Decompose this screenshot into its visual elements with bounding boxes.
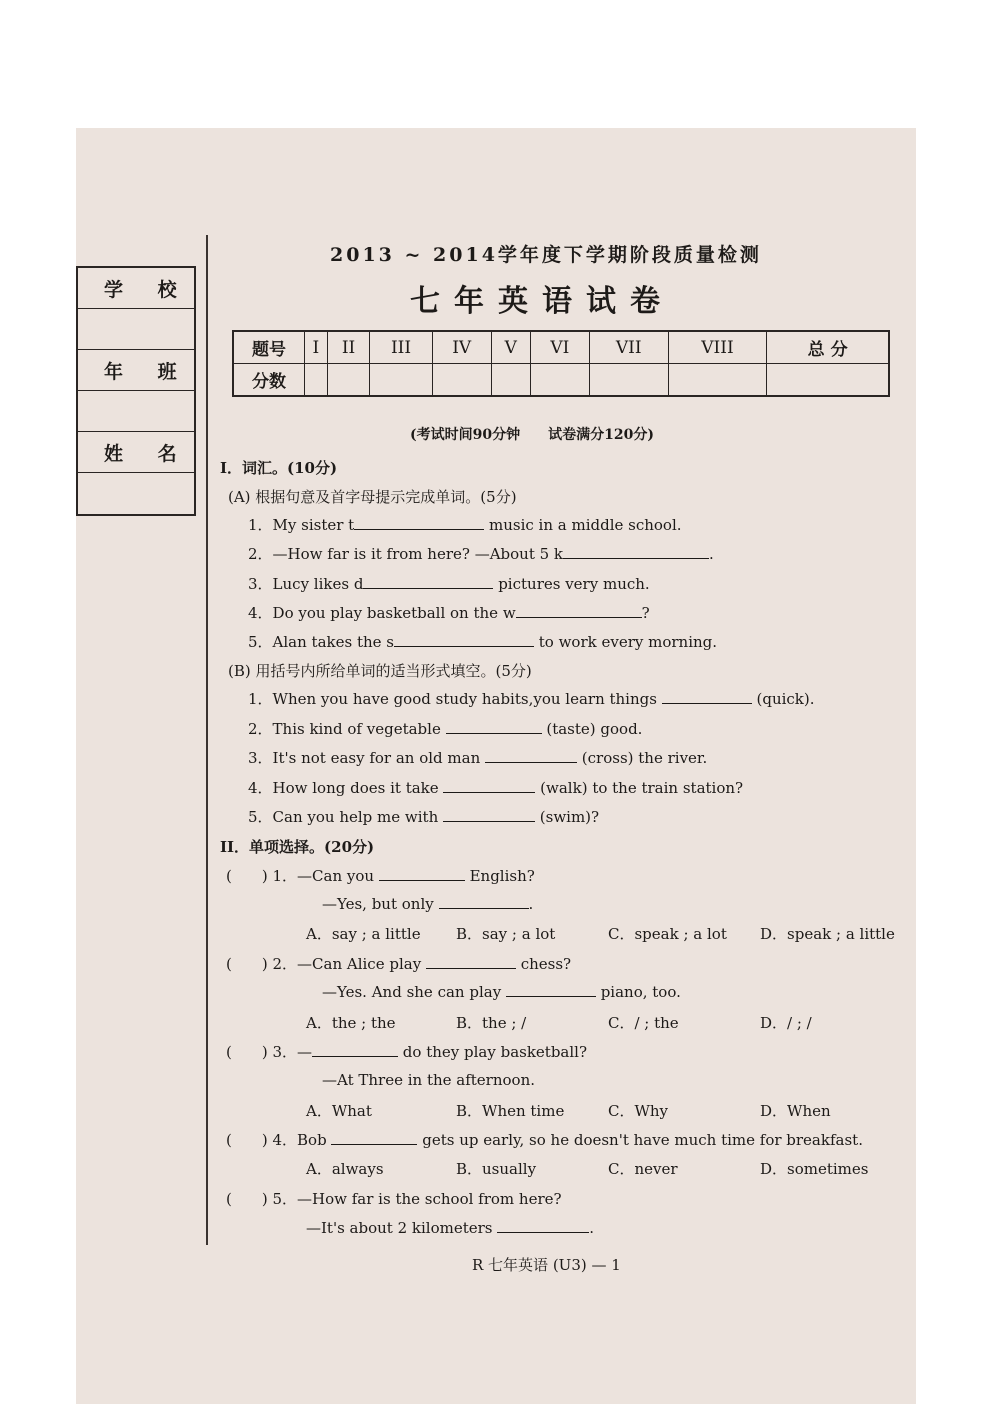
score-table (232, 330, 890, 397)
answer-blank[interactable] (446, 719, 542, 734)
answer-blank[interactable] (331, 1130, 417, 1145)
section-2-title: II．单项选择。(20分) (220, 838, 375, 856)
section-1-title: I．词汇。(10分) (220, 459, 338, 477)
option-d[interactable]: D．/ ; / (760, 1014, 812, 1032)
score-cell (327, 364, 370, 397)
page-footer: R 七年英语 (U3) — 1 (472, 1256, 621, 1274)
answer-blank[interactable] (379, 866, 465, 881)
score-col: I (305, 331, 328, 364)
answer-blank[interactable] (443, 778, 535, 793)
option-a[interactable]: A．always (306, 1160, 384, 1178)
option-a[interactable]: A．the ; the (306, 1014, 396, 1032)
list-item: 4．How long does it take (walk) to the train station? (248, 779, 744, 797)
question-1: ( ) 1．—Can you English? (226, 867, 535, 885)
answer-blank[interactable] (506, 982, 596, 997)
exam-title: 七年英语试卷 (410, 284, 674, 319)
score-col: II (327, 331, 370, 364)
name-label: 姓 名 (78, 432, 194, 473)
answer-blank[interactable] (426, 954, 516, 969)
question-4: ( ) 4．Bob gets up early, so he doesn't have much time for breakfast. (226, 1131, 863, 1149)
question-2: ( ) 2．—Can Alice play chess? (226, 955, 572, 973)
part-a-title: (A) 根据句意及首字母提示完成单词。(5分) (228, 488, 517, 506)
list-item: 5．Alan takes the s to work every morning. (248, 633, 718, 651)
answer-blank[interactable] (485, 748, 577, 763)
option-a[interactable]: A．What (306, 1102, 372, 1120)
list-item: 3．Lucy likes d pictures very much. (248, 575, 650, 593)
question-3: ( ) 3．— do they play basketball? (226, 1043, 588, 1061)
question-3-line2: —At Three in the afternoon. (322, 1071, 536, 1089)
class-field (78, 391, 194, 432)
list-item: 5．Can you help me with (swim)? (248, 808, 600, 826)
answer-blank[interactable] (516, 603, 642, 618)
question-5-line2: —It's about 2 kilometers . (306, 1219, 595, 1237)
list-item: 1．When you have good study habits,you learn things (quick). (248, 690, 815, 708)
list-item: 4．Do you play basketball on the w ? (248, 604, 650, 622)
score-col: VI (530, 331, 589, 364)
score-col: V (491, 331, 530, 364)
option-b[interactable]: B．When time (456, 1102, 565, 1120)
score-cell (767, 364, 889, 397)
score-cell (530, 364, 589, 397)
question-5: ( ) 5．—How far is the school from here? (226, 1190, 562, 1208)
exam-year-title: 2013 ~ 2014学年度下学期阶段质量检测 (330, 244, 762, 266)
student-info-box (76, 266, 196, 516)
score-col: VIII (668, 331, 767, 364)
score-cell (370, 364, 432, 397)
exam-info: (考试时间90分钟 试卷满分120分) (410, 427, 654, 443)
score-cell (589, 364, 668, 397)
score-cell (305, 364, 328, 397)
answer-blank[interactable] (443, 807, 535, 822)
score-row-label: 分数 (233, 364, 305, 397)
score-cell (432, 364, 491, 397)
class-label: 年 班 (78, 350, 194, 391)
option-b[interactable]: B．the ; / (456, 1014, 527, 1032)
answer-blank[interactable] (363, 574, 493, 589)
option-c[interactable]: C．never (608, 1160, 678, 1178)
score-col: VII (589, 331, 668, 364)
answer-blank[interactable] (394, 632, 534, 647)
school-label: 学 校 (78, 268, 194, 309)
answer-blank[interactable] (563, 544, 709, 559)
option-d[interactable]: D．sometimes (760, 1160, 869, 1178)
question-1-line2: —Yes, but only . (322, 895, 534, 913)
list-item: 1．My sister t music in a middle school. (248, 516, 682, 534)
question-2-line2: —Yes. And she can play piano, too. (322, 983, 681, 1001)
score-col: III (370, 331, 432, 364)
option-b[interactable]: B．usually (456, 1160, 537, 1178)
score-cell (491, 364, 530, 397)
answer-blank[interactable] (662, 689, 752, 704)
answer-blank[interactable] (497, 1218, 589, 1233)
option-b[interactable]: B．say ; a lot (456, 925, 556, 943)
answer-blank[interactable] (312, 1042, 398, 1057)
list-item: 2．This kind of vegetable (taste) good. (248, 720, 643, 738)
answer-blank[interactable] (354, 515, 484, 530)
list-item: 3．It's not easy for an old man (cross) the river. (248, 749, 708, 767)
school-field (78, 309, 194, 350)
list-item: 2．—How far is it from here? —About 5 k . (248, 545, 714, 563)
option-d[interactable]: D．When (760, 1102, 831, 1120)
binding-line (206, 235, 208, 1245)
option-c[interactable]: C．/ ; the (608, 1014, 679, 1032)
score-col: IV (432, 331, 491, 364)
option-d[interactable]: D．speak ; a little (760, 925, 895, 943)
part-b-title: (B) 用括号内所给单词的适当形式填空。(5分) (228, 662, 532, 680)
score-cell (668, 364, 767, 397)
name-field (78, 473, 194, 514)
option-c[interactable]: C．Why (608, 1102, 669, 1120)
score-row-header: 题号 (233, 331, 305, 364)
score-col-total: 总 分 (767, 331, 889, 364)
option-c[interactable]: C．speak ; a lot (608, 925, 727, 943)
answer-blank[interactable] (439, 894, 529, 909)
option-a[interactable]: A．say ; a little (306, 925, 421, 943)
